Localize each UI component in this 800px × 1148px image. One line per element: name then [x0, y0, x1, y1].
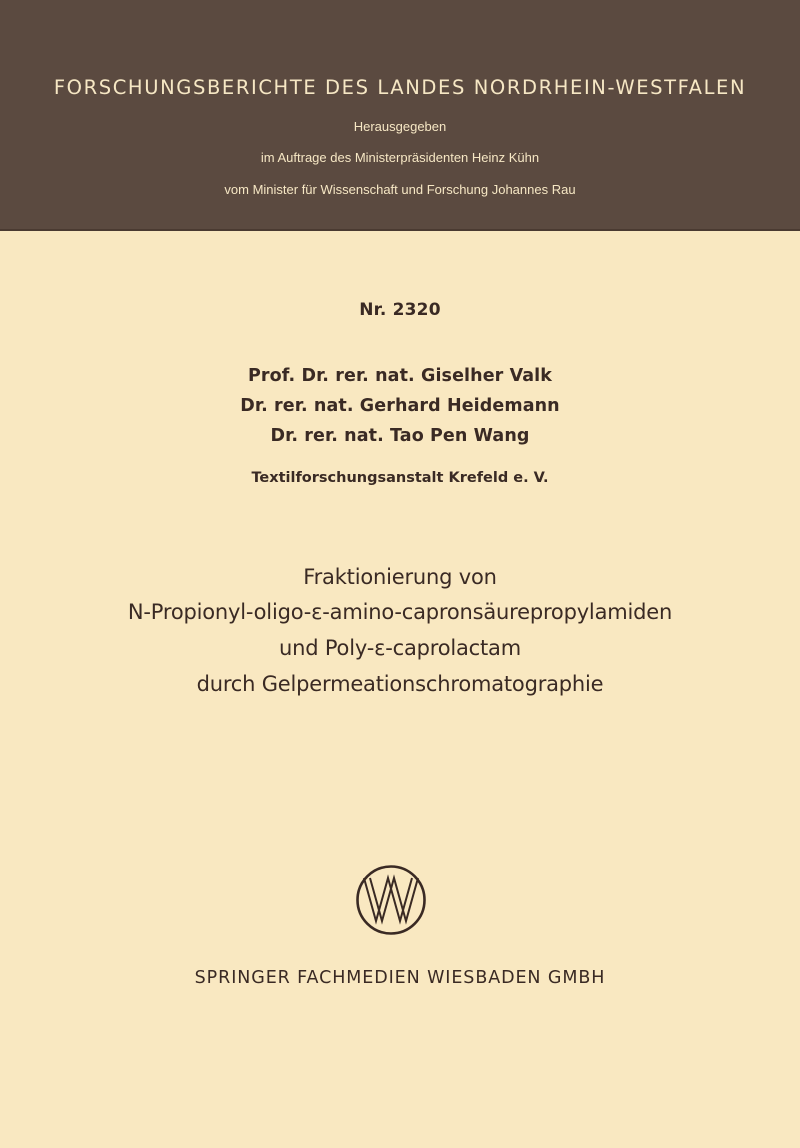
- minister-line: vom Minister für Wissenschaft und Forschung Johannes Rau: [224, 182, 576, 197]
- series-title: FORSCHUNGSBERICHTE DES LANDES NORDRHEIN-WESTFALEN: [53, 76, 747, 99]
- series-header-band: [0, 0, 800, 231]
- editor-note: Herausgegeben: [353, 119, 447, 134]
- book-title-line: und Poly-ε-caprolactam: [279, 636, 521, 660]
- author: Prof. Dr. rer. nat. Giselher Valk: [247, 366, 553, 386]
- author: Dr. rer. nat. Gerhard Heidemann: [240, 396, 560, 416]
- commissioned-by: im Auftrage des Ministerpräsidenten Heinz Kühn: [260, 150, 540, 165]
- report-number: Nr. 2320: [359, 300, 441, 320]
- book-title-line: Fraktionierung von: [303, 565, 497, 589]
- book-title-line: durch Gelpermeationschromatographie: [196, 672, 604, 696]
- publisher-logo-icon: [355, 864, 427, 936]
- book-title-line: N-Propionyl-oligo-ε-amino-capronsäurepropylamiden: [127, 600, 673, 624]
- author: Dr. rer. nat. Tao Pen Wang: [270, 426, 530, 446]
- publisher-name: SPRINGER FACHMEDIEN WIESBADEN GMBH: [194, 968, 606, 988]
- institution: Textilforschungsanstalt Krefeld e. V.: [251, 470, 549, 486]
